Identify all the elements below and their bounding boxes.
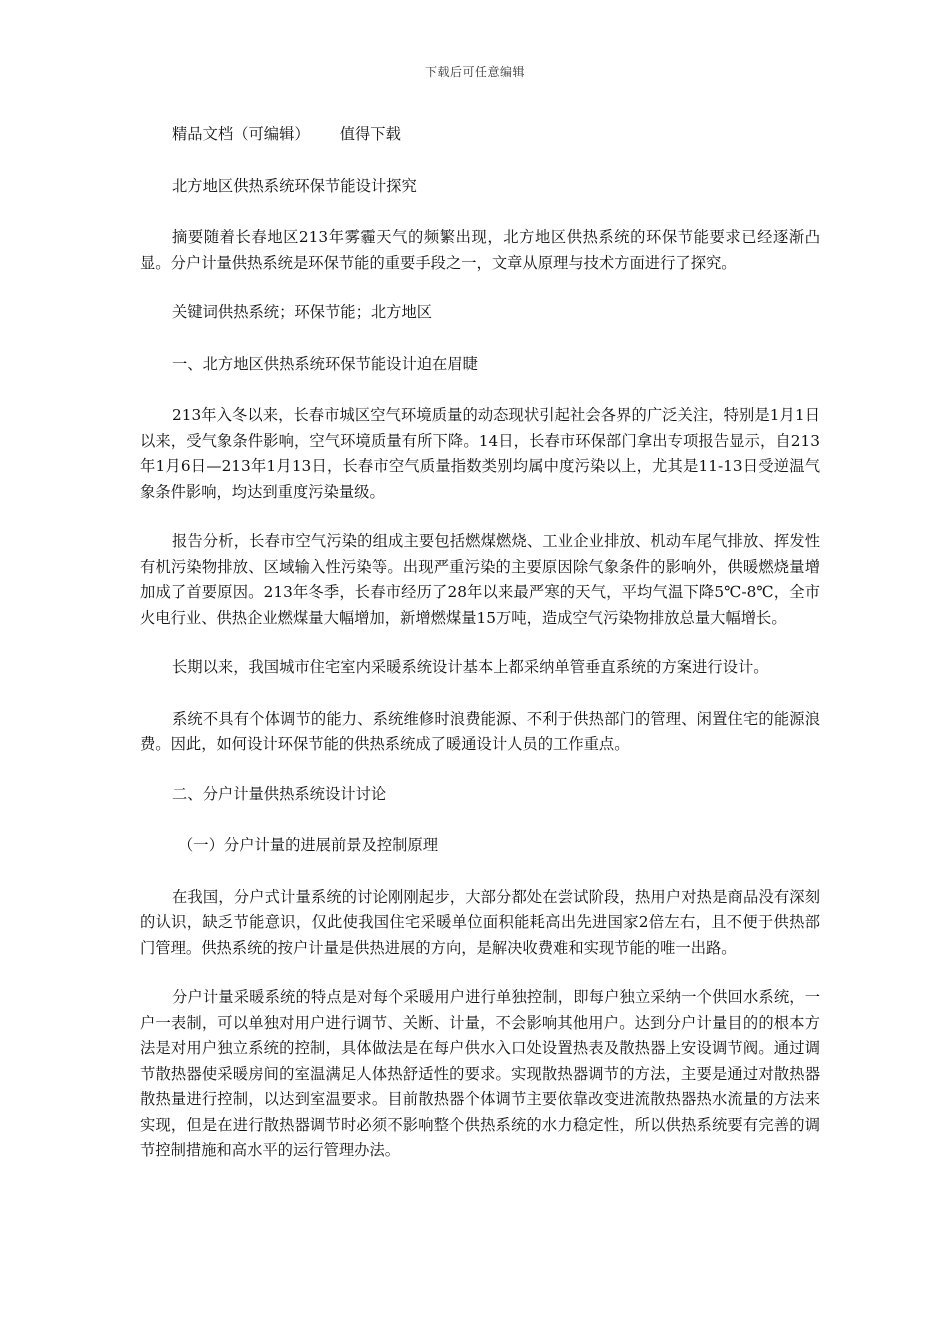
section-2-heading: 二、分户计量供热系统设计讨论 bbox=[172, 784, 387, 803]
section-2-paragraph-1: 在我国，分户式计量系统的讨论刚刚起步，大部分都处在尝试阶段，热用户对热是商品没有深刻的认识，缺乏节能意识，仅此使我国住宅采暖单位面积能耗高出先进国家2倍左右，且不便于供热部门管理。供热系统的按户计量是供热进展的方向，是解决收费难和实现节能的唯一出路。 bbox=[140, 887, 820, 957]
keywords-paragraph: 关键词供热系统；环保节能；北方地区 bbox=[172, 303, 433, 321]
section-1-paragraph-4: 系统不具有个体调节的能力、系统维修时浪费能源、不利于供热部门的管理、闲置住宅的能源浪费。因此，如何设计环保节能的供热系统成了暖通设计人员的工作重点。 bbox=[140, 709, 820, 753]
section-2-subheading-1: （一）分户计量的进展前景及控制原理 bbox=[178, 836, 439, 854]
abstract-paragraph: 摘要随着长春地区213年雾霾天气的频繁出现，北方地区供热系统的环保节能要求已经逐渐凸显。分户计量供热系统是环保节能的重要手段之一，文章从原理与技术方面进行了探究。 bbox=[140, 228, 820, 272]
section-1-heading: 一、北方地区供热系统环保节能设计迫在眉睫 bbox=[172, 354, 478, 373]
section-1-paragraph-2: 报告分析，长春市空气污染的组成主要包括燃煤燃烧、工业企业排放、机动车尾气排放、挥发性有机污染物排放、区域输入性污染等。出现严重污染的主要原因除气象条件的影响外，供暖燃烧量增加成了首要原因。213年冬季，长春市经历了28年以来最严寒的天气，平均气温下降5℃-8℃，全市火电行业、供热企业燃煤量大幅增加，新增燃煤量15万吨，造成空气污染物排放总量大幅增长。 bbox=[140, 532, 820, 627]
document-title: 北方地区供热系统环保节能设计探究 bbox=[172, 176, 417, 195]
section-1-paragraph-1: 213年入冬以来，长春市城区空气环境质量的动态现状引起社会各界的广泛关注，特别是1月1日以来，受气象条件影响，空气环境质量有所下降。14日，长春市环保部门拿出专项报告显示，自213年1月6日—213年1月13日，长春市空气质量指数类别均属中度污染以上，尤其是11-13日受逆温气象条件影响，均达到重度污染量级。 bbox=[140, 406, 820, 501]
section-1-paragraph-3: 长期以来，我国城市住宅室内采暖系统设计基本上都采纳单管垂直系统的方案进行设计。 bbox=[172, 658, 769, 676]
document-body bbox=[140, 122, 820, 1188]
download-note: 下载后可任意编辑 bbox=[424, 65, 525, 79]
section-2-paragraph-2: 分户计量采暖系统的特点是对每个采暖用户进行单独控制，即每户独立采纳一个供回水系统，一户一表制，可以单独对用户进行调节、关断、计量，不会影响其他用户。达到分户计量目的的根本方法是对用户独立系统的控制，具体做法是在每户供水入口处设置热表及散热器上安设调节阀。通过调节散热器使采暖房间的室温满足人体热舒适性的要求。实现散热器调节的方法，主要是通过对散热器散热量进行控制，以达到室温要求。目前散热器个体调节主要依靠改变进流散热器热水流量的方法来实现，但是在进行散热器调节时必须不影响整个供热系统的水力稳定性，所以供热系统要有完善的调节控制措施和高水平的运行管理办法。 bbox=[140, 988, 820, 1159]
banner-line bbox=[140, 122, 820, 148]
banner-left: 精品文档（可编辑） bbox=[172, 125, 310, 143]
banner-right: 值得下载 bbox=[339, 125, 401, 143]
